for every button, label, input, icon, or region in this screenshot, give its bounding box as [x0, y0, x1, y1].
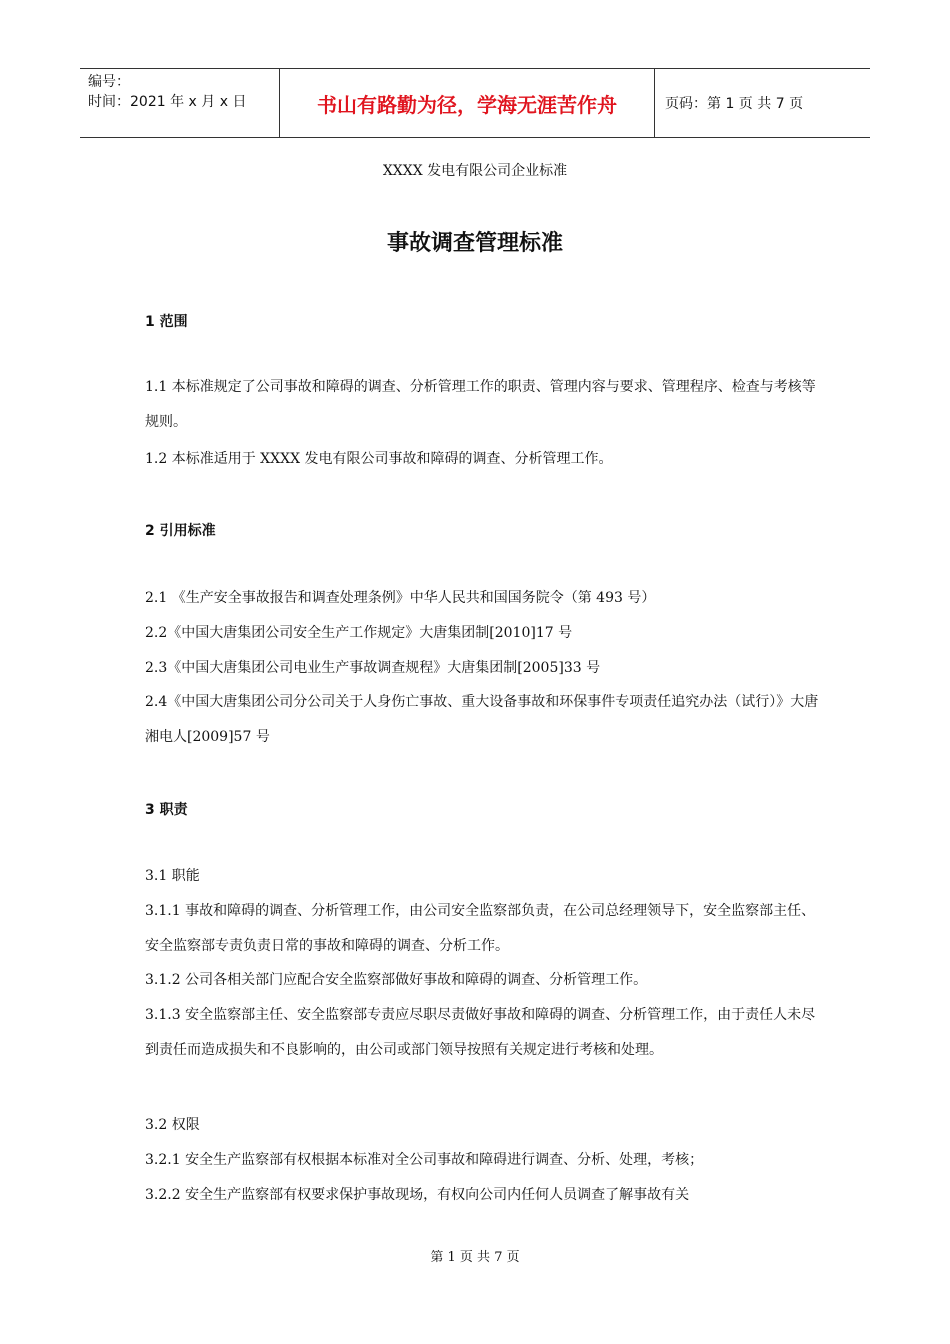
paragraph-1-2: 1.2 本标准适用于 XXXX 发电有限公司事故和障碍的调查、分析管理工作。: [145, 451, 613, 467]
paragraph-3-2-1: 3.2.1 安全生产监察部有权根据本标准对全公司事故和障碍进行调查、分析、处理，考核；: [145, 1152, 704, 1168]
document-title: 事故调查管理标准: [386, 231, 563, 256]
header-page-info: 页码：第 1 页 共 7 页: [665, 96, 804, 112]
date-label: 时间：2021 年 x 月 x 日: [88, 94, 247, 110]
number-label: 编号：: [88, 74, 130, 90]
paragraph-3-1-3: 3.1.3 安全监察部主任、安全监察部专责应尽职尽责做好事故和障碍的调查、分析管理工作，由于责任人未尽到责任而造成损失和不良影响的，由公司或部门领导按照有关规定进行考核和处理。: [145, 1007, 816, 1058]
paragraph-2-4: 2.4《中国大唐集团公司分公司关于人身伤亡事故、重大设备事故和环保事件专项责任追究办法（试行）》大唐湘电人[2009]57 号: [145, 694, 819, 745]
company-name: XXXX 发电有限公司企业标准: [382, 163, 568, 179]
paragraph-2-1: 2.1 《生产安全事故报告和调查处理条例》中华人民共和国国务院令（第 493 号）: [145, 590, 656, 606]
paragraph-3-2: 3.2 权限: [145, 1117, 200, 1133]
paragraph-3-1: 3.1 职能: [145, 868, 200, 884]
section-heading-scope: 1 范围: [145, 314, 188, 330]
paragraph-2-2: 2.2《中国大唐集团公司安全生产工作规定》大唐集团制[2010]17 号: [145, 625, 573, 641]
paragraph-3-1-2: 3.1.2 公司各相关部门应配合安全监察部做好事故和障碍的调查、分析管理工作。: [145, 972, 648, 988]
paragraph-1-1: 1.1 本标准规定了公司事故和障碍的调查、分析管理工作的职责、管理内容与要求、管理程序、检查与考核等规则。: [145, 379, 816, 430]
paragraph-3-2-2: 3.2.2 安全生产监察部有权要求保护事故现场，有权向公司内任何人员调查了解事故有关: [145, 1187, 690, 1203]
section-heading-responsibilities: 3 职责: [145, 802, 188, 818]
header-motto: 书山有路勤为径，学海无涯苦作舟: [280, 69, 655, 137]
header-meta: [80, 69, 280, 137]
page-header: [80, 68, 870, 138]
section-heading-references: 2 引用标准: [145, 523, 216, 539]
paragraph-2-3: 2.3《中国大唐集团公司电业生产事故调查规程》大唐集团制[2005]33 号: [145, 660, 601, 676]
paragraph-3-1-1: 3.1.1 事故和障碍的调查、分析管理工作，由公司安全监察部负责，在公司总经理领导下，安全监察部主任、安全监察部专责负责日常的事故和障碍的调查、分析工作。: [145, 903, 816, 954]
page-footer: 第 1 页 共 7 页: [430, 1250, 520, 1265]
